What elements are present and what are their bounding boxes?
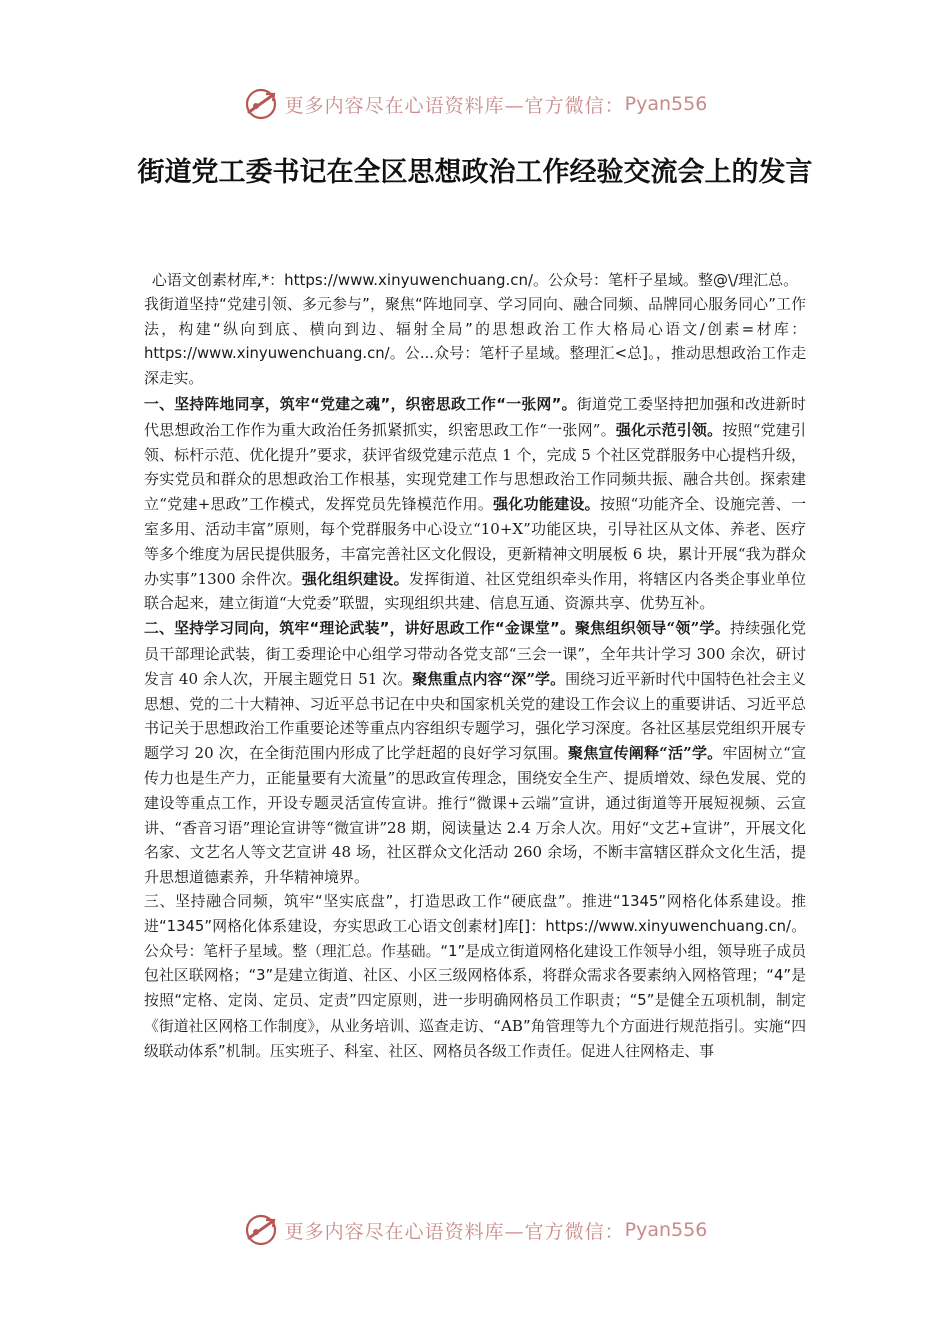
section-2-sub-2: 聚焦重点内容“深”学。: [412, 669, 566, 688]
section-3-ab-term: AB: [501, 1016, 523, 1035]
section-2-text-2: 围绕习近平新时代中国特色社会主义思想、党的二十大精神、习近平总书记在中央和国家机关党的建设工作会议上的重要讲话、习近平总书记关于思想政治工作重要论述等重点内容组织专题学习，强化学习深度。各社区基层党组织开展专题学习 20 次，在全街范围内形成了比学赶超的良好学习氛围。: [144, 669, 806, 763]
section-1-sub-3: 强化组织建设。: [301, 569, 409, 588]
section-2-paragraph: [144, 616, 806, 890]
section-1-text: 街道党工委坚持把加强和改进新时代思想政治工作作为重大政治任务抓紧抓实，织密思政工作“一张网”。: [144, 394, 806, 439]
section-1-text-3: 按照“功能齐全、设施完善、一室多用、活动丰富”原则，每个党群服务中心设立“10+X”功能区块，引导社区从文体、养老、医疗等多个维度为居民提供服务，丰富完善社区文化假设，更新精神文明展板 6 块，累计开展“我为群众办实事”1300 余件次。: [144, 495, 806, 588]
brand-logo-icon: [243, 86, 279, 122]
section-1-sub-2: 强化功能建设。: [493, 495, 600, 514]
intro-paragraph: 我街道坚持“党建引领、多元参与”，聚焦“阵地同享、学习同向、融合同频、品牌同心服务同心”工作法，构建“纵向到底、横向到边、辐射全局”的思想政治工作大格局心语文/创素=材库：https://www.xinyuwenchuang.cn/。公...众号：笔杆子星域。整理汇<总]。，推动思想政治工作走深走实。: [144, 295, 806, 388]
section-1-text-4: 发挥街道、社区党组织牵头作用，将辖区内各类企事业单位联合起来，建立街道“大党委”联盟，实现组织共建、信息互通、资源共享、优势互补。: [144, 569, 806, 613]
section-1-heading: 一、坚持阵地同享，筑牢“党建之魂”，织密思政工作“一张网”。: [144, 395, 577, 413]
section-3-sub-2: 实施“四级联动体系”机制。: [144, 1017, 806, 1060]
section-3-heading: 三、坚持融合同频，筑牢“坚实底盘”，打造思政工作“硬底盘”。: [144, 892, 582, 910]
brand-logo-icon: [243, 1212, 279, 1248]
banner-wechat-id: Pyan556: [624, 93, 708, 115]
banner-text: 更多内容尽在心语资料库—官方微信：: [284, 94, 625, 117]
banner-wechat-id: Pyan556: [624, 1219, 708, 1241]
section-2-heading: 二、坚持学习同向，筑牢“理论武装”，讲好思政工作“金课堂”。: [144, 620, 576, 638]
speech-body: [144, 268, 806, 1065]
section-1-paragraph: [144, 392, 806, 616]
section-2-text-3: 牢固树立“宣传力也是生产力，正能量要有大流量”的思政宣传理念，围绕安全生产、提质增效、绿色发展、党的建设等重点工作，开设专题灵活宣传宣讲。推行“微课+云端”宣讲，通过街道等开展短视频、云宣讲、“香音习语”理论宣讲等“微宣讲”28 期，阅读量达 2.4 万余人次。用好“文艺+宣讲”，开展文化名家、文艺名人等文艺宣讲 48 场，社区群众文化活动 260 余场，不断丰富辖区群众文化生活，提升思想道德素养，升华精神境界。: [144, 744, 807, 887]
section-3-text-1b: ”角管理等九个方面进行规范指引。: [522, 1017, 754, 1035]
section-3-sub-1: 推进“1345”网格化体系建设。: [581, 892, 792, 910]
section-3-sub-3: 促进人往网格走、事: [580, 1042, 714, 1060]
section-2-text-1: 持续强化党员干部理论武装，街工委理论中心组学习带动各党支部“三会一课”，全年共计学习 300 余次，研讨发言 40 余人次，开展主题党日 51 次。: [144, 619, 806, 688]
section-3-paragraph: [144, 890, 806, 1065]
page-title: 街道党工委书记在全区思想政治工作经验交流会上的发言: [137, 157, 813, 188]
section-3-text-2: 压实班子、科室、社区、网格员各级工作责任。: [270, 1042, 581, 1060]
watermark-banner-bottom: [0, 1210, 950, 1250]
banner-text: 更多内容尽在心语资料库—官方微信：: [284, 1220, 625, 1243]
section-3-text-1a: 推进“1345”网格化体系建设，夯实思政工心语文创素材]库[]：https://www.xinyuwenchuang.cn/。公众号：笔杆子星域。整（理汇总。作基础。“1”是成立街道网格化建设工作领导小组，领导班子成员包社区联网格；“3”是建立街道、社区、小区三级网格体系，将群众需求各要素纳入网格管理；“4”是按照“定格、定岗、定员、定责”四定原则，进一步明确网格员工作职责；“5”是健全五项机制，制定《街道社区网格工作制度》，从业务培训、巡查走访、“: [144, 892, 806, 1035]
section-2-sub-1: 聚焦组织领导“领”学。: [575, 619, 730, 638]
section-1-text-2: 按照“党建引领、标杆示范、优化提升”要求，获评省级党建示范点 1 个，完成 5 个社区党群服务中心提档升级，夯实党员和群众的思想政治工作根基，实现党建工作与思想政治工作同频共振、融合共创。探索建立“党建+思政”工作模式，发挥党员先锋模范作用。: [144, 420, 807, 514]
section-2-sub-3: 聚焦宣传阐释“活”学。: [568, 744, 723, 763]
source-note: 心语文创素材库,*：https://www.xinyuwenchuang.cn/。公众号：笔杆子星域。整@\/理汇总。: [151, 271, 799, 289]
section-1-sub-1: 强化示范引领。: [615, 420, 723, 439]
watermark-banner-top: [0, 84, 950, 124]
